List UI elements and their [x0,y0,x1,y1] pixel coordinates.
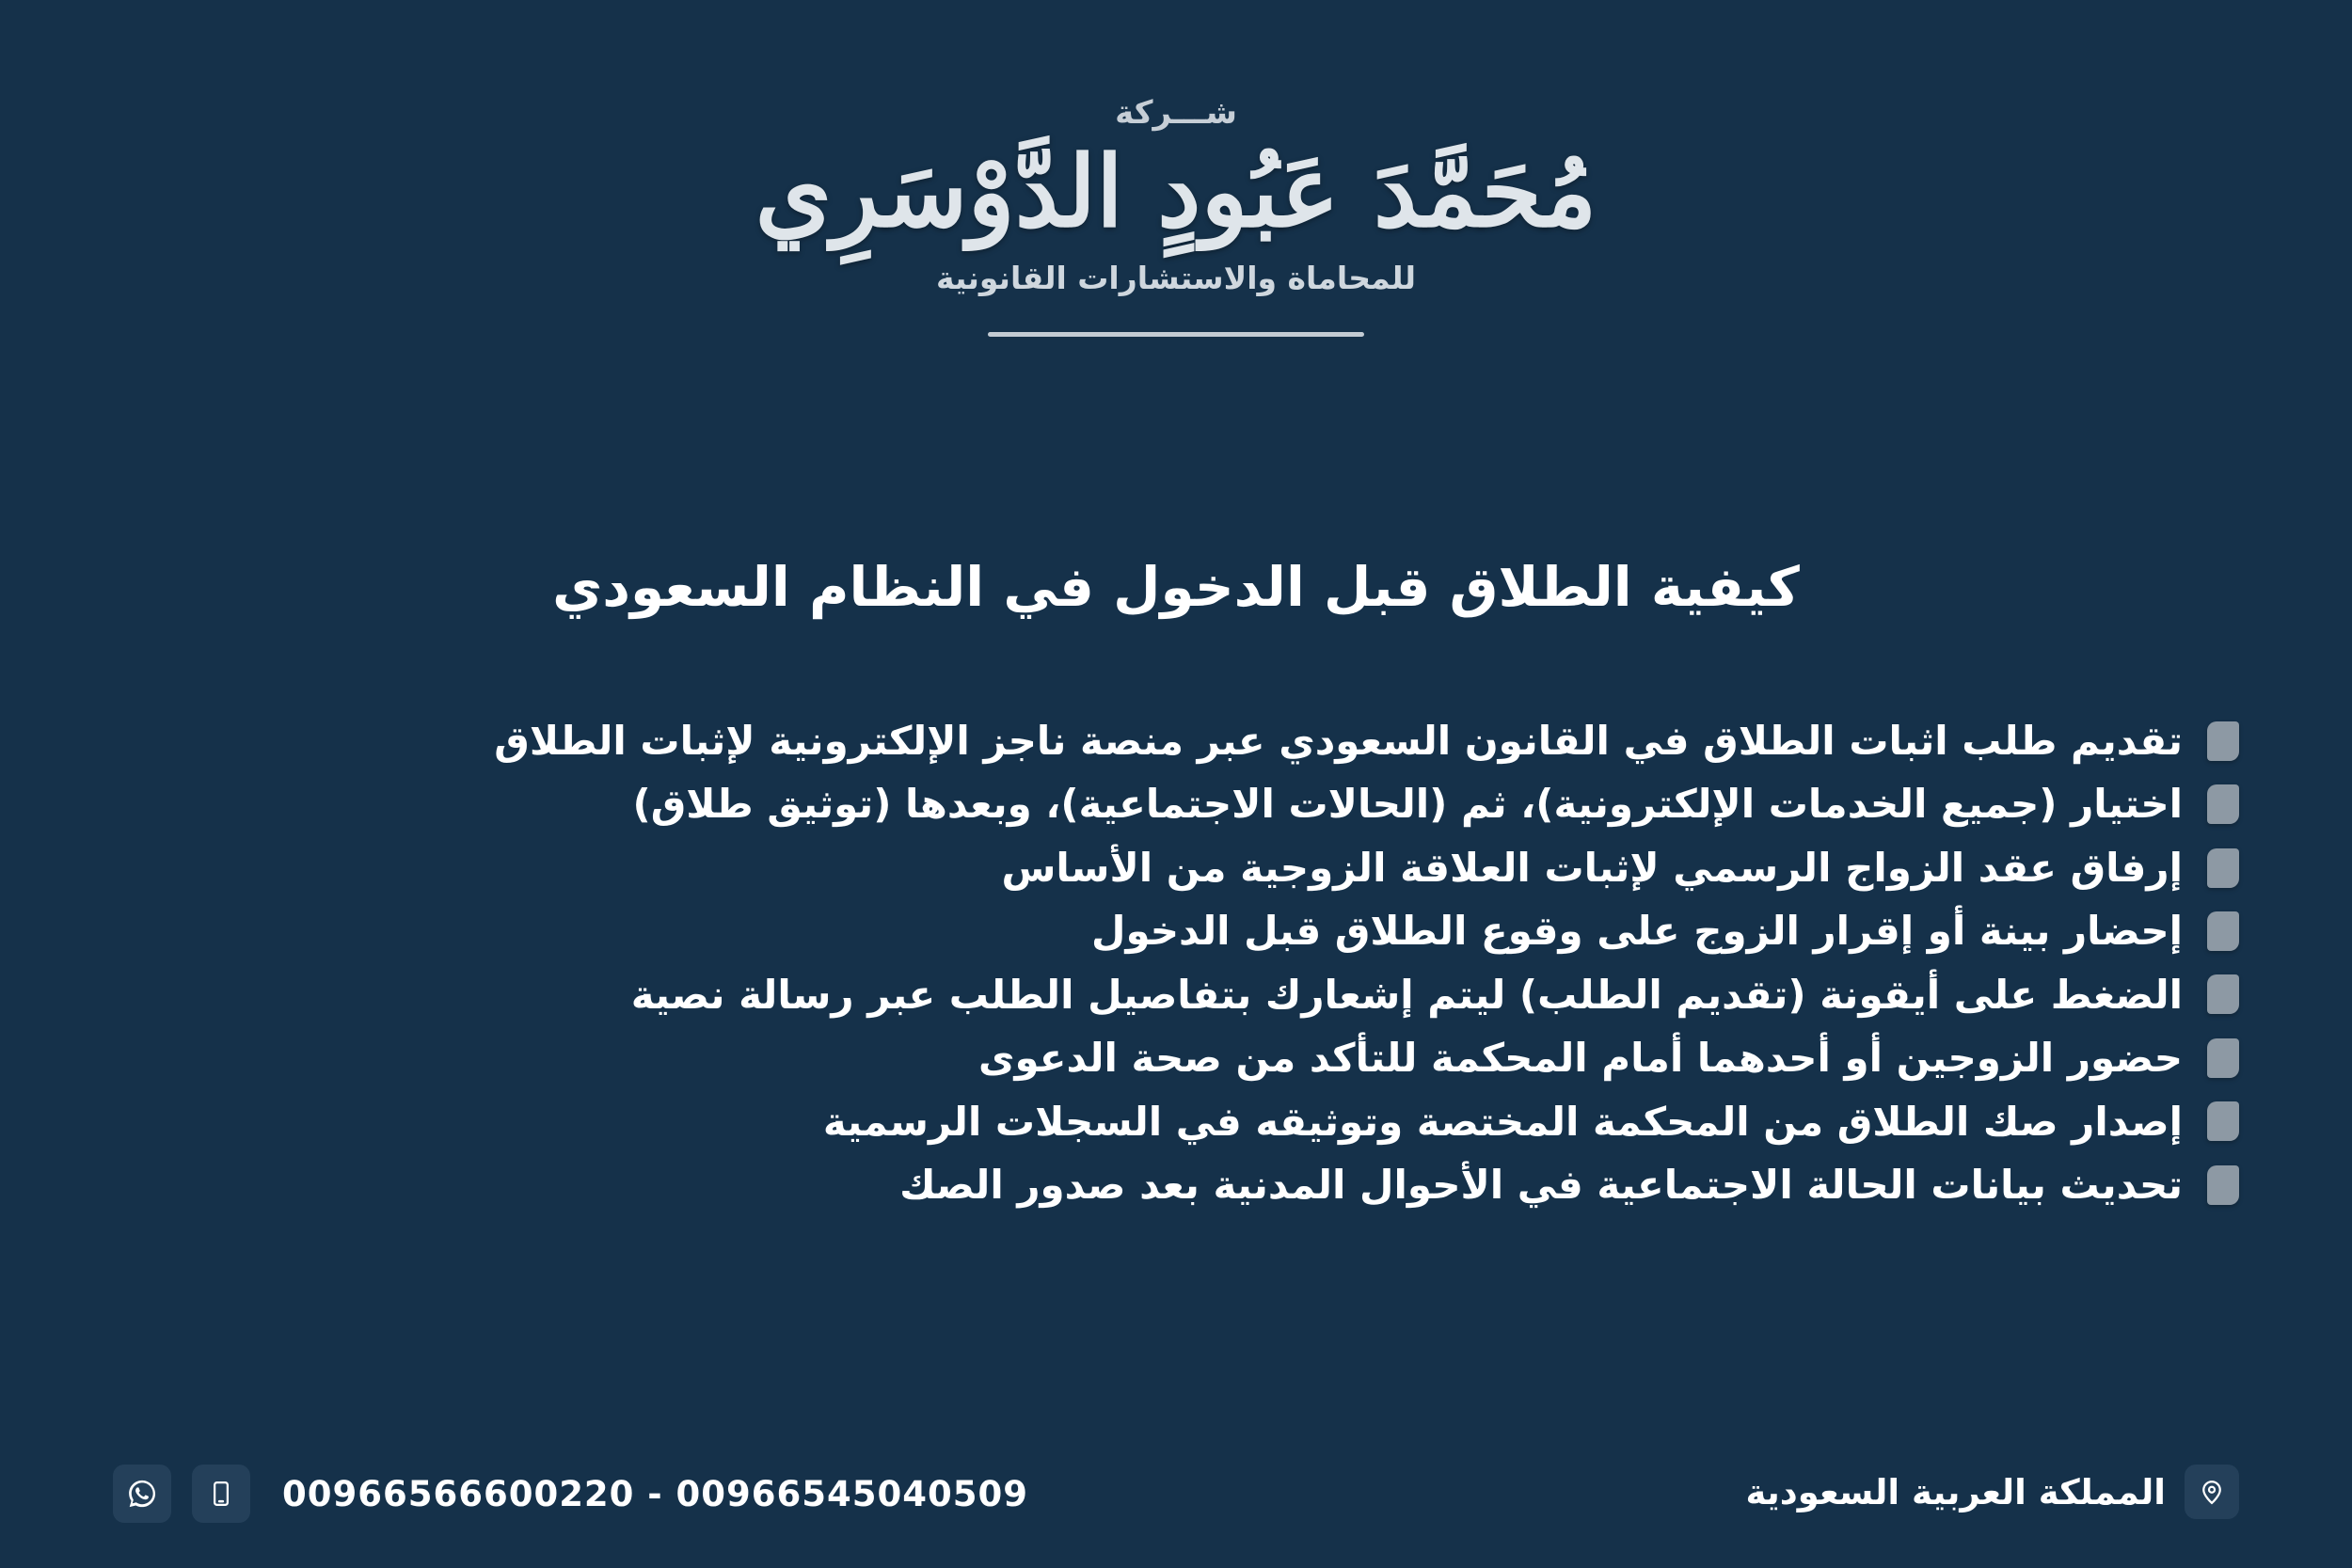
whatsapp-icon[interactable] [113,1465,171,1523]
list-item-label: تقديم طلب اثبات الطلاق في القانون السعودي عبر منصة ناجز الإلكترونية لإثبات الطلاق [494,718,2183,764]
bullet-icon [2207,1101,2239,1141]
bullet-icon [2207,784,2239,824]
location-pin-icon [2185,1465,2239,1519]
brand-subtitle: للمحاماة والاستشارات القانونية [935,259,1416,296]
brand-name: مُحَمَّدَ عَبُودٍ الدَّوْسَرِي [755,134,1597,249]
footer-location [1745,1465,2239,1519]
footer [0,1427,2352,1568]
list-item [113,969,2239,1021]
list-item [113,905,2239,957]
bullet-icon [2207,974,2239,1014]
brand-header [0,94,2352,337]
list-item [113,1032,2239,1084]
brand-prefix: شـــركة [1115,94,1237,132]
bullet-icon [2207,911,2239,951]
list-item [113,715,2239,767]
footer-contact [113,1465,1028,1523]
list-item [113,842,2239,894]
list-item [113,1096,2239,1148]
steps-list [113,715,2239,1212]
list-item [113,778,2239,830]
list-item-label: اختيار (جميع الخدمات الإلكترونية)، ثم (الحالات الاجتماعية)، وبعدها (توثيق طلاق) [632,781,2183,828]
list-item-label: تحديث بيانات الحالة الاجتماعية في الأحوال المدنية بعد صدور الصك [899,1162,2183,1209]
bullet-icon [2207,721,2239,761]
bullet-icon [2207,848,2239,888]
list-item-label: الضغط على أيقونة (تقديم الطلب) ليتم إشعارك بتفاصيل الطلب عبر رسالة نصية [630,971,2183,1018]
list-item-label: إحضار بينة أو إقرار الزوج على وقوع الطلاق قبل الدخول [1091,908,2183,955]
country-label: المملكة العربية السعودية [1745,1471,2166,1513]
list-item-label: إصدار صك الطلاق من المحكمة المختصة وتوثيقه في السجلات الرسمية [822,1098,2183,1145]
list-item-label: حضور الزوجين أو أحدهما أمام المحكمة للتأكد من صحة الدعوى [977,1035,2183,1082]
list-item-label: إرفاق عقد الزواج الرسمي لإثبات العلاقة الزوجية من الأساس [1001,844,2183,891]
mobile-icon[interactable] [192,1465,250,1523]
header-divider [988,332,1364,337]
list-item [113,1159,2239,1211]
bullet-icon [2207,1165,2239,1205]
bullet-icon [2207,1038,2239,1078]
page-title: كيفية الطلاق قبل الدخول في النظام السعودي [552,555,1800,619]
phone-numbers: 00966566600220 - 00966545040509 [282,1473,1028,1514]
